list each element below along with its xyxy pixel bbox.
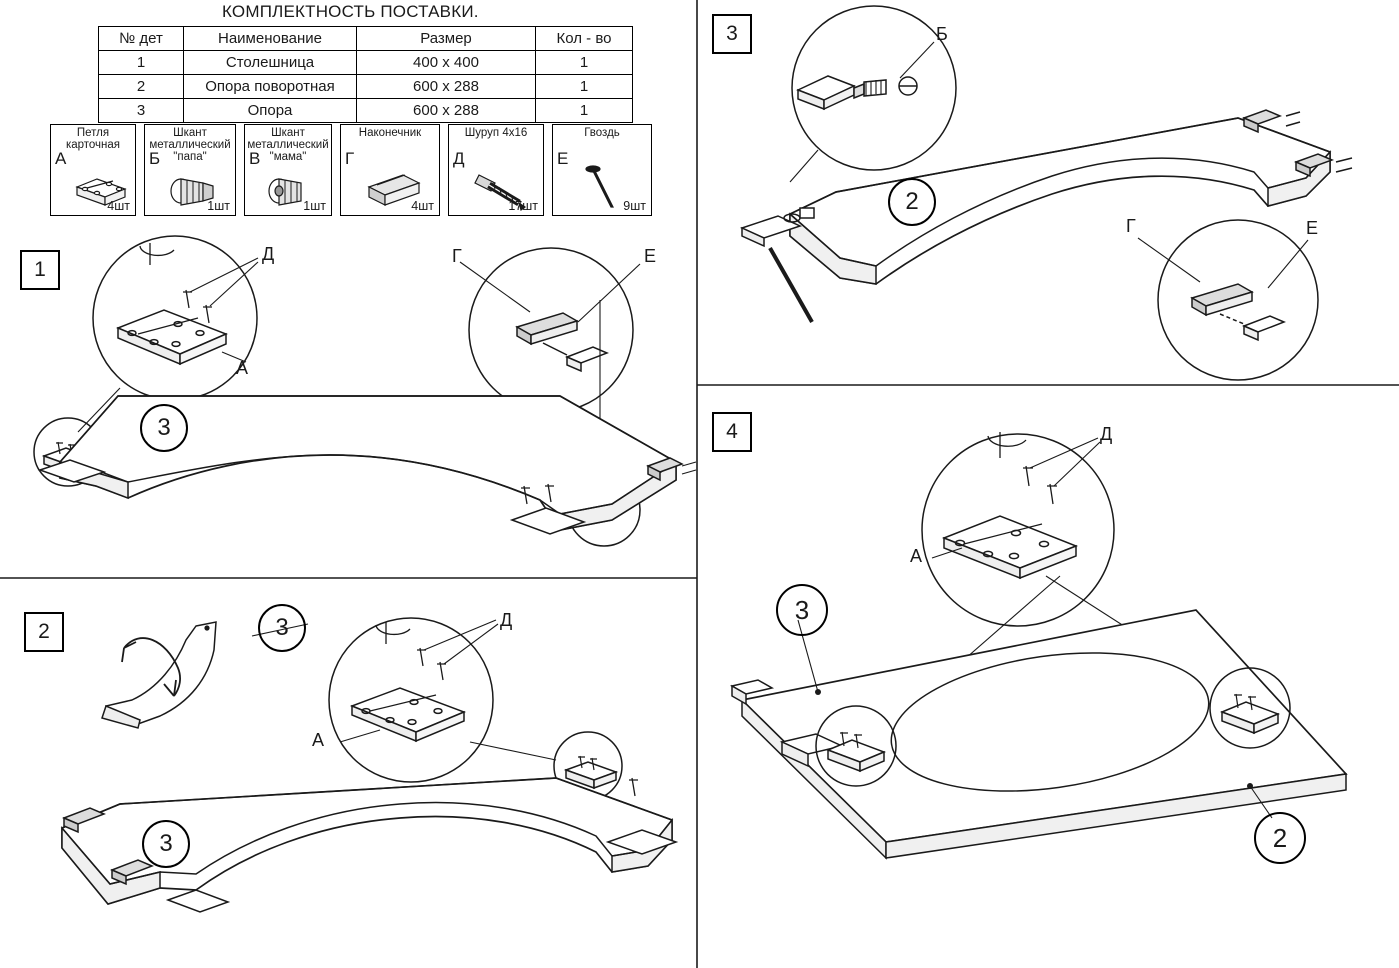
callout-step1-a: А [236, 358, 249, 378]
hardware-caption: Шкант металлический "мама" [247, 127, 329, 163]
callout-step4-part2: 2 [1254, 812, 1306, 864]
col-header-size: Размер [357, 27, 536, 51]
hardware-item-hinge [50, 124, 136, 216]
callout-step2-part3-top: 3 [258, 604, 306, 652]
table-header-row [99, 27, 633, 51]
callout-step3-e: Е [1306, 218, 1319, 238]
page-title: КОМПЛЕКТНОСТЬ ПОСТАВКИ. [222, 2, 479, 21]
cell-qty: 1 [536, 75, 633, 99]
hardware-qty: 1шт [207, 199, 230, 213]
hardware-letter: А [55, 149, 67, 168]
hardware-item-nail [552, 124, 652, 216]
hardware-item-dowel-male [144, 124, 236, 216]
hardware-item-tip [340, 124, 440, 216]
parts-table [98, 26, 633, 123]
hardware-caption: Петля карточная [65, 127, 121, 151]
hardware-item-screw [448, 124, 544, 216]
cell-name: Опора [184, 99, 357, 123]
step-number-3: 3 [712, 14, 752, 54]
callout-step2-d: Д [500, 610, 513, 630]
callout-step3-b: Б [936, 24, 948, 44]
callout-step3-g: Г [1126, 216, 1136, 236]
cell-qty: 1 [536, 99, 633, 123]
cell-size: 600 х 288 [357, 75, 536, 99]
table-row [99, 75, 633, 99]
hardware-caption: Шкант металлический "папа" [149, 127, 231, 163]
hardware-letter: Г [345, 149, 355, 168]
col-header-qty: Кол - во [536, 27, 633, 51]
step-number-1: 1 [20, 250, 60, 290]
cell-num: 1 [99, 51, 184, 75]
hardware-caption: Наконечник [358, 127, 422, 139]
cell-num: 3 [99, 99, 184, 123]
callout-step2-part3-bottom: 3 [142, 820, 190, 868]
hardware-letter: Е [557, 149, 569, 168]
col-header-num: № дет [99, 27, 184, 51]
cell-name: Столешница [184, 51, 357, 75]
step-number-2: 2 [24, 612, 64, 652]
hardware-qty: 4шт [107, 199, 130, 213]
cell-name: Опора поворотная [184, 75, 357, 99]
hardware-qty: 1шт [303, 199, 326, 213]
hardware-letter: В [249, 149, 261, 168]
hardware-legend [50, 124, 652, 216]
callout-step4-d: Д [1100, 424, 1113, 444]
hardware-qty: 17шт [508, 199, 538, 213]
callout-step3-part2: 2 [888, 178, 936, 226]
hardware-caption: Гвоздь [584, 127, 620, 139]
table-row [99, 99, 633, 123]
cell-num: 2 [99, 75, 184, 99]
hardware-letter: Б [149, 149, 161, 168]
callout-step1-g: Г [452, 246, 462, 266]
callout-step4-part3: 3 [776, 584, 828, 636]
callout-step1-part3: 3 [140, 404, 188, 452]
callout-step1-e: Е [644, 246, 657, 266]
hardware-qty: 4шт [411, 199, 434, 213]
callout-step4-a: А [910, 546, 923, 566]
table-row [99, 51, 633, 75]
step-number-4: 4 [712, 412, 752, 452]
callout-step1-d: Д [262, 244, 275, 264]
cell-size: 400 х 400 [357, 51, 536, 75]
hardware-qty: 9шт [623, 199, 646, 213]
col-header-name: Наименование [184, 27, 357, 51]
cell-size: 600 х 288 [357, 99, 536, 123]
callout-step2-a: А [312, 730, 325, 750]
hardware-letter: Д [453, 149, 465, 168]
hardware-item-dowel-female [244, 124, 332, 216]
hardware-caption: Шуруп 4х16 [464, 127, 528, 139]
cell-qty: 1 [536, 51, 633, 75]
